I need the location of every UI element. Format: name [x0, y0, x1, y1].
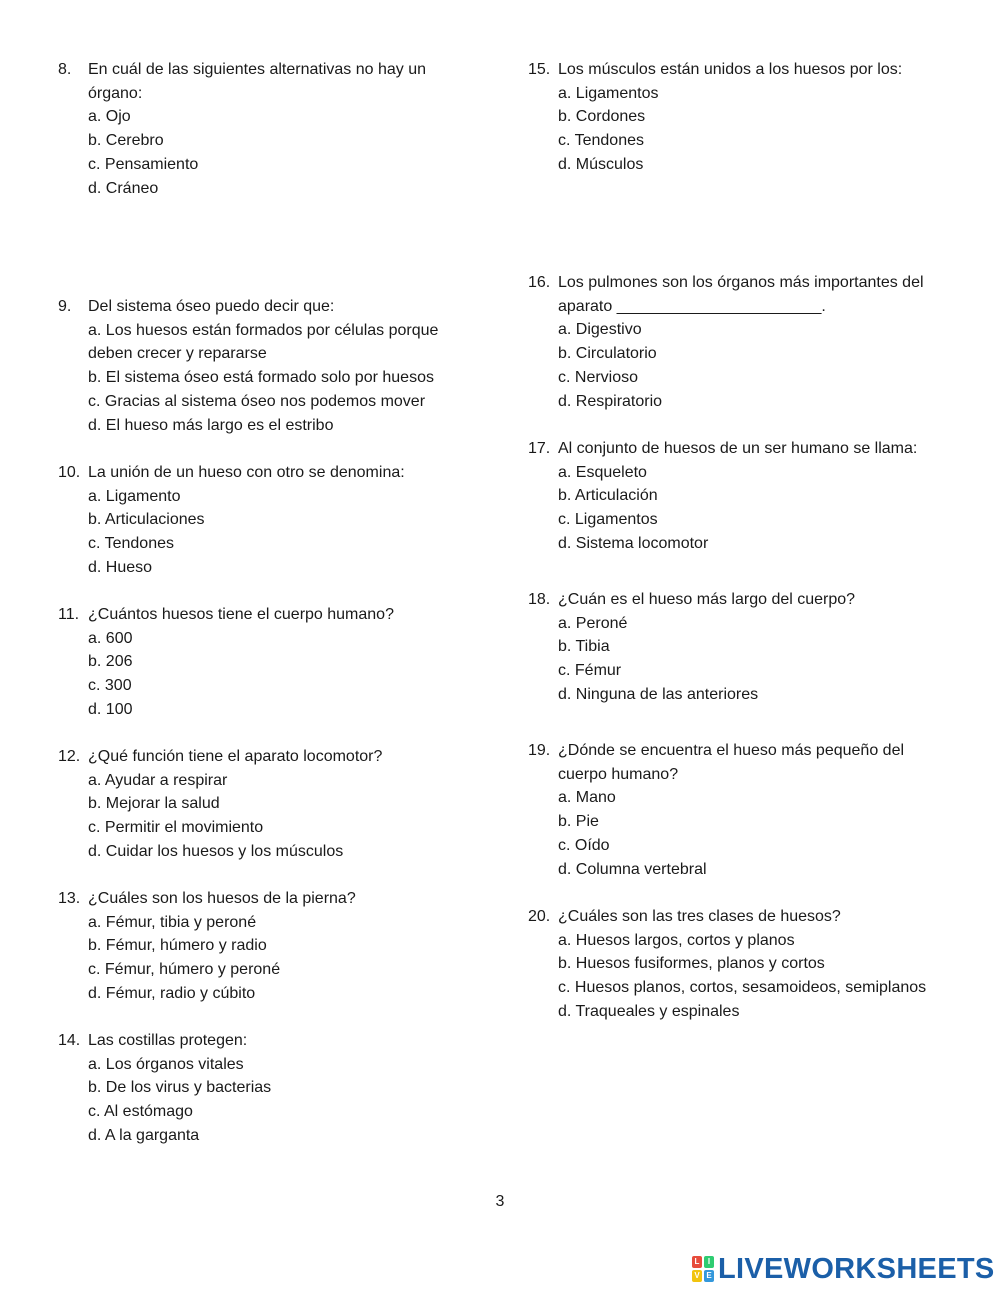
logo-mark-icon — [692, 1256, 714, 1282]
question-text: ¿Cuáles son las tres clases de huesos? — [558, 908, 841, 925]
question-text: La unión de un hueso con otro se denomina: — [88, 464, 405, 481]
question-body — [58, 887, 478, 1006]
answer-option: c. Fémur, húmero y peroné — [88, 961, 281, 979]
question-text: aparato _______________________. — [558, 297, 826, 315]
answer-option: b. Cordones — [558, 108, 646, 126]
question-9 — [58, 295, 478, 437]
answer-option: c. Huesos planos, cortos, sesamoideos, semiplanos — [558, 979, 927, 997]
answer-option: a. Ligamento — [88, 487, 181, 505]
answer-option: b. 206 — [88, 653, 133, 671]
question-text: cuerpo humano? — [558, 765, 679, 783]
answer-option: b. Mejorar la salud — [88, 795, 220, 813]
question-text: Los músculos están unidos a los huesos por los: — [558, 61, 903, 78]
question-text: Del sistema óseo puedo decir que: — [88, 298, 335, 315]
answer-option: b. Articulaciones — [88, 511, 205, 529]
answer-option: a. Esqueleto — [558, 463, 647, 481]
question-body — [58, 58, 478, 200]
question-number: 11. — [58, 606, 80, 623]
logo-text: LIVEWORKSHEETS — [718, 1252, 995, 1285]
question-number: 18. — [528, 591, 551, 608]
answer-option: d. Columna vertebral — [558, 860, 707, 878]
answer-option: b. El sistema óseo está formado solo por huesos — [88, 369, 434, 387]
question-body — [528, 739, 948, 881]
answer-option: b. Huesos fusiformes, planos y cortos — [558, 955, 825, 973]
question-number: 19. — [528, 742, 551, 759]
question-11 — [58, 603, 478, 722]
question-text: Al conjunto de huesos de un ser humano se llama: — [558, 440, 918, 457]
answer-option: b. Articulación — [558, 487, 658, 505]
logo-mark-l: L — [692, 1256, 702, 1268]
answer-option: d. Cráneo — [88, 179, 159, 197]
answer-option: deben crecer y repararse — [88, 345, 267, 363]
question-body — [58, 603, 478, 722]
question-text: En cuál de las siguientes alternativas no hay un — [88, 61, 426, 78]
question-number: 12. — [58, 748, 81, 765]
answer-option: d. Respiratorio — [558, 392, 663, 410]
question-body — [528, 58, 948, 177]
question-17 — [528, 437, 948, 556]
answer-option: d. Cuidar los huesos y los músculos — [88, 842, 344, 860]
answer-option: a. Ojo — [88, 108, 131, 126]
question-body — [528, 437, 948, 556]
question-text: ¿Dónde se encuentra el hueso más pequeño del — [558, 742, 905, 759]
question-text: ¿Cuáles son los huesos de la pierna? — [88, 890, 356, 907]
liveworksheets-logo — [692, 1254, 995, 1284]
question-number: 20. — [528, 908, 551, 925]
answer-option: a. Digestivo — [558, 321, 642, 339]
answer-option: d. Músculos — [558, 155, 644, 173]
answer-option: c. Al estómago — [88, 1103, 193, 1121]
answer-option: d. Sistema locomotor — [558, 534, 709, 552]
question-text: Las costillas protegen: — [88, 1032, 248, 1049]
question-body — [528, 905, 948, 1024]
question-body — [58, 295, 478, 437]
question-12 — [58, 745, 478, 864]
question-number: 17. — [528, 440, 551, 457]
logo-mark-i: I — [704, 1256, 714, 1268]
answer-option: c. Nervioso — [558, 368, 639, 386]
answer-option: c. Permitir el movimiento — [88, 819, 264, 837]
question-body — [58, 461, 478, 580]
question-number: 14. — [58, 1032, 81, 1049]
question-13 — [58, 887, 478, 1006]
answer-option: d. El hueso más largo es el estribo — [88, 416, 334, 434]
answer-option: c. Fémur — [558, 662, 622, 680]
question-body — [528, 588, 948, 707]
answer-option: a. Los órganos vitales — [88, 1055, 244, 1073]
answer-option: d. A la garganta — [88, 1126, 200, 1144]
answer-option: c. Gracias al sistema óseo nos podemos mover — [88, 392, 426, 410]
answer-option: d. Hueso — [88, 558, 153, 576]
answer-option: c. Ligamentos — [558, 511, 658, 529]
answer-option: b. Circulatorio — [558, 345, 657, 363]
question-19 — [528, 739, 948, 881]
answer-option: d. Fémur, radio y cúbito — [88, 984, 256, 1002]
question-10 — [58, 461, 478, 580]
answer-option: a. Mano — [558, 789, 616, 807]
page-number: 3 — [495, 1193, 505, 1210]
answer-option: d. Traqueales y espinales — [558, 1002, 740, 1020]
logo-mark-e: E — [704, 1270, 714, 1282]
logo-mark-v: V — [692, 1270, 702, 1282]
question-15 — [528, 58, 948, 177]
question-body — [528, 271, 948, 413]
question-number: 8. — [58, 61, 72, 78]
answer-option: c. Tendones — [88, 535, 174, 553]
question-number: 15. — [528, 61, 551, 78]
question-body — [58, 745, 478, 864]
answer-option: a. Ayudar a respirar — [88, 771, 228, 789]
question-text: ¿Cuán es el hueso más largo del cuerpo? — [558, 591, 856, 608]
question-text: órgano: — [88, 84, 143, 102]
question-number: 9. — [58, 298, 72, 315]
answer-option: c. Tendones — [558, 132, 644, 150]
answer-option: d. 100 — [88, 700, 133, 718]
answer-option: b. De los virus y bacterias — [88, 1079, 272, 1097]
answer-option: b. Tibia — [558, 638, 610, 656]
answer-option: c. Pensamiento — [88, 155, 199, 173]
question-16 — [528, 271, 948, 413]
answer-option: a. Los huesos están formados por células porque — [88, 321, 439, 339]
answer-option: b. Cerebro — [88, 132, 164, 150]
answer-option: a. Ligamentos — [558, 84, 659, 102]
answer-option: c. 300 — [88, 677, 132, 695]
answer-option: a. Fémur, tibia y peroné — [88, 913, 257, 931]
question-number: 13. — [58, 890, 81, 907]
answer-option: a. 600 — [88, 629, 133, 647]
answer-option: a. Peroné — [558, 614, 628, 632]
question-8 — [58, 58, 478, 200]
answer-option: d. Ninguna de las anteriores — [558, 685, 759, 703]
answer-option: c. Oído — [558, 836, 610, 854]
question-14 — [58, 1029, 478, 1148]
answer-option: b. Pie — [558, 813, 599, 831]
question-number: 16. — [528, 274, 551, 291]
question-18 — [528, 588, 948, 707]
answer-option: a. Huesos largos, cortos y planos — [558, 931, 795, 949]
question-20 — [528, 905, 948, 1024]
question-text: ¿Qué función tiene el aparato locomotor? — [88, 748, 383, 765]
question-body — [58, 1029, 478, 1148]
question-number: 10. — [58, 464, 81, 481]
answer-option: b. Fémur, húmero y radio — [88, 937, 267, 955]
question-text: Los pulmones son los órganos más importantes del — [558, 274, 924, 291]
question-text: ¿Cuántos huesos tiene el cuerpo humano? — [88, 606, 394, 623]
